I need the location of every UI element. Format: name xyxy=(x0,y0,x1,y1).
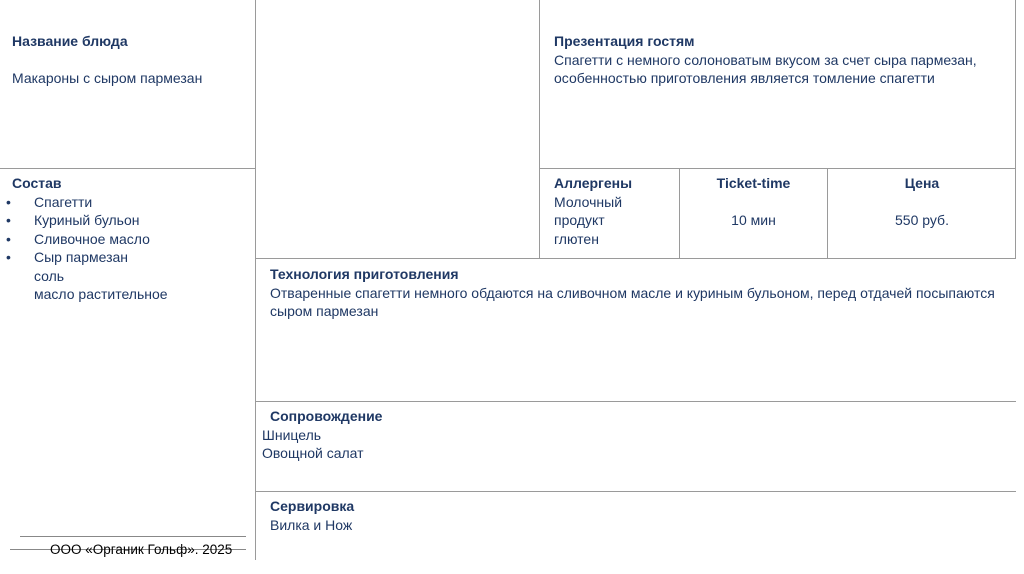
ingredient-item: • Куриный бульон xyxy=(12,211,247,230)
footer-rule xyxy=(20,536,246,537)
divider-line xyxy=(255,0,256,560)
divider-line xyxy=(539,0,540,258)
allergens-line: продукт xyxy=(554,212,605,228)
presentation-label: Презентация гостям xyxy=(554,33,695,49)
allergens-line: Молочный xyxy=(554,193,623,210)
divider-line xyxy=(0,168,255,169)
divider-line xyxy=(255,401,1016,402)
ingredient-item: масло растительное xyxy=(34,286,168,302)
composition-cell xyxy=(12,174,247,304)
dish-name-label: Название блюда xyxy=(12,33,128,49)
allergens-cell xyxy=(554,174,674,248)
serving-cell xyxy=(270,497,1000,534)
price-value: 550 руб. xyxy=(895,212,949,228)
serving-value: Вилка и Нож xyxy=(270,516,353,533)
ticket-time-label: Ticket-time xyxy=(716,175,791,191)
footer-text: ООО «Органик Гольф». 2025 xyxy=(50,542,233,557)
accompaniment-label: Сопровождение xyxy=(270,408,383,424)
price-cell xyxy=(828,174,1016,230)
presentation-cell xyxy=(554,32,1004,88)
accompaniment-cell xyxy=(262,407,1002,463)
presentation-text: Спагетти с немного солоноватым вкусом за счет сыра пармезан, особенностью приготовления является томление спагетти xyxy=(554,51,977,86)
ticket-time-cell xyxy=(680,174,827,230)
ingredient-item: • Сыр пармезан xyxy=(12,248,247,267)
divider-line xyxy=(539,168,1016,169)
ingredient-item: соль xyxy=(34,267,65,284)
dish-name-value: Макароны с сыром пармезан xyxy=(12,69,203,86)
technology-text: Отваренные спагетти немного обдаются на сливочном масле и куриным бульоном, перед отдачей посыпаются сыром пармезан xyxy=(270,284,995,319)
allergens-label: Аллергены xyxy=(554,175,633,191)
divider-line xyxy=(255,258,1016,259)
divider-line xyxy=(255,491,1016,492)
composition-label: Состав xyxy=(12,175,62,191)
serving-label: Сервировка xyxy=(270,498,355,514)
accompaniment-item: Овощной салат xyxy=(262,445,364,461)
dish-name-cell xyxy=(12,32,247,87)
ingredient-item: • Сливочное масло xyxy=(12,230,247,249)
technology-cell xyxy=(270,265,1000,321)
accompaniment-item: Шницель xyxy=(262,426,322,443)
ticket-time-value: 10 мин xyxy=(731,212,776,228)
price-label: Цена xyxy=(904,175,940,191)
technology-label: Технология приготовления xyxy=(270,266,459,282)
ingredient-item: • Спагетти xyxy=(12,193,247,212)
allergens-line: глютен xyxy=(554,230,599,247)
ingredient-list xyxy=(12,193,247,304)
